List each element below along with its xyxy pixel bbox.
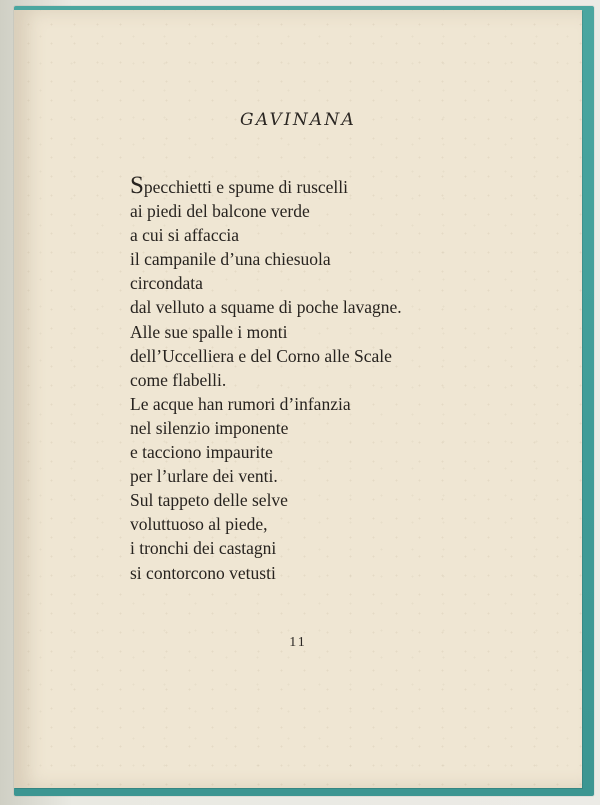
book-page <box>14 10 582 788</box>
poem-line: a cui si affaccia <box>130 225 239 246</box>
poem-line: voluttuoso al piede, <box>130 514 268 535</box>
poem-line-1-text: pecchietti e spume di ruscelli <box>143 177 349 197</box>
poem-line: Sul tappeto delle selve <box>130 490 288 511</box>
poem-line: ai piedi del balcone verde <box>130 201 310 222</box>
poem-line: si contorcono vetusti <box>130 562 276 583</box>
poem-line: nel silenzio imponente <box>130 417 289 438</box>
poem-line: Alle sue spalle i monti <box>130 321 288 342</box>
poem-line: per l’urlare dei venti. <box>130 466 278 487</box>
page-number: 11 <box>289 635 307 650</box>
poem-line: Le acque han rumori d’infanzia <box>130 393 351 414</box>
poem-line: dell’Uccelliera e del Corno alle Scale <box>130 345 392 366</box>
poem-line: e tacciono impaurite <box>130 442 273 463</box>
poem-line: come flabelli. <box>130 369 227 390</box>
poem-line: circondata <box>130 273 203 294</box>
poem-title: GAVINANA <box>240 110 356 130</box>
poem-body <box>130 172 402 585</box>
poem-line: i tronchi dei castagni <box>130 538 277 559</box>
poem-line-1 <box>130 172 402 199</box>
poem-line: dal velluto a squame di poche lavagne. <box>130 297 402 318</box>
drop-cap: S <box>130 172 144 199</box>
poem-line: il campanile d’una chiesuola <box>130 249 331 270</box>
